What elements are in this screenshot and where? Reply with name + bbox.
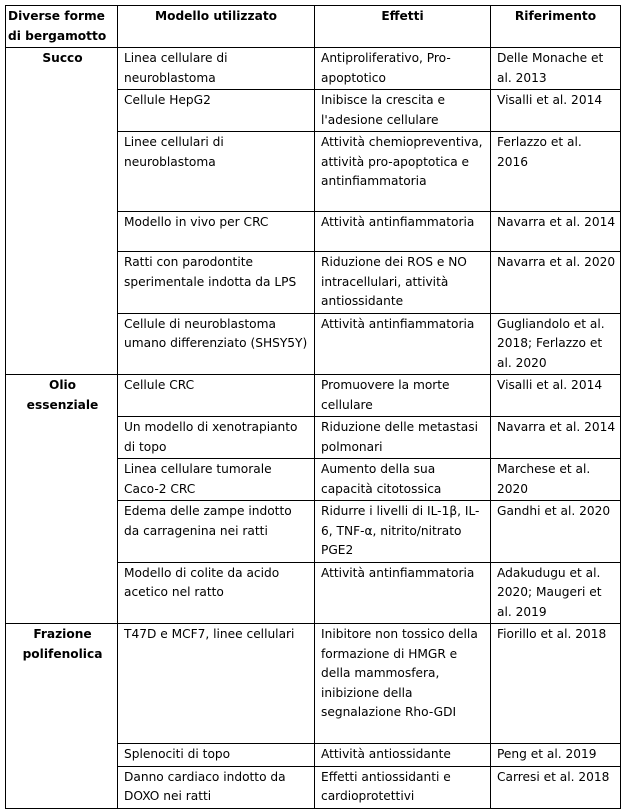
category-cell	[6, 501, 118, 563]
reference-cell: Navarra et al. 2014	[491, 212, 621, 252]
table-row	[6, 744, 621, 767]
reference-cell: Navarra et al. 2014	[491, 417, 621, 459]
effects-cell: Ridurre i livelli di IL-1β, IL-6, TNF-α, nitrito/nitrato PGE2	[315, 501, 491, 563]
model-cell: Un modello di xenotrapianto di topo	[118, 417, 315, 459]
table-row	[6, 562, 621, 624]
category-cell	[6, 212, 118, 252]
reference-cell: Delle Monache et al. 2013	[491, 48, 621, 90]
table-row	[6, 252, 621, 314]
table-row	[6, 501, 621, 563]
table-row	[6, 90, 621, 132]
reference-cell: Marchese et al. 2020	[491, 459, 621, 501]
category-cell	[6, 766, 118, 808]
model-cell: Linee cellulari di neuroblastoma	[118, 132, 315, 212]
reference-cell: Adakudugu et al. 2020; Maugeri et al. 2019	[491, 562, 621, 624]
effects-cell: Effetti antiossidanti e cardioprotettivi	[315, 766, 491, 808]
table-row	[6, 375, 621, 417]
table-container	[5, 5, 621, 809]
table-row	[6, 132, 621, 212]
model-cell: Cellule CRC	[118, 375, 315, 417]
reference-cell: Navarra et al. 2020	[491, 252, 621, 314]
effects-cell: Attività antinfiammatoria	[315, 313, 491, 375]
effects-cell: Riduzione delle metastasi polmonari	[315, 417, 491, 459]
reference-cell: Carresi et al. 2018	[491, 766, 621, 808]
category-cell: Olio essenziale	[6, 375, 118, 417]
effects-cell: Antiproliferativo, Pro-apoptotico	[315, 48, 491, 90]
category-cell	[6, 313, 118, 375]
category-cell: Succo	[6, 48, 118, 90]
model-cell: Linea cellulare di neuroblastoma	[118, 48, 315, 90]
reference-cell: Visalli et al. 2014	[491, 375, 621, 417]
reference-cell: Peng et al. 2019	[491, 744, 621, 767]
effects-cell: Aumento della sua capacità citotossica	[315, 459, 491, 501]
table-row	[6, 766, 621, 808]
table-row	[6, 459, 621, 501]
table-row	[6, 313, 621, 375]
model-cell: Cellule HepG2	[118, 90, 315, 132]
table-row	[6, 417, 621, 459]
category-cell	[6, 252, 118, 314]
model-cell: Modello in vivo per CRC	[118, 212, 315, 252]
table-body	[6, 48, 621, 809]
effects-cell: Inibitore non tossico della formazione di HMGR e della mammosfera, inibizione della segnalazione Rho-GDI	[315, 624, 491, 744]
category-cell	[6, 459, 118, 501]
table-row	[6, 624, 621, 744]
header-forms: Diverse forme di bergamotto	[6, 6, 118, 48]
model-cell: Edema delle zampe indotto da carragenina nei ratti	[118, 501, 315, 563]
category-cell	[6, 562, 118, 624]
effects-cell: Attività antinfiammatoria	[315, 212, 491, 252]
effects-cell: Attività antinfiammatoria	[315, 562, 491, 624]
category-cell	[6, 132, 118, 212]
header-effects: Effetti	[315, 6, 491, 48]
bergamot-effects-table	[5, 5, 621, 809]
model-cell: Linea cellulare tumorale Caco-2 CRC	[118, 459, 315, 501]
table-row	[6, 48, 621, 90]
table-row	[6, 212, 621, 252]
reference-cell: Gandhi et al. 2020	[491, 501, 621, 563]
model-cell: Ratti con parodontite sperimentale indotta da LPS	[118, 252, 315, 314]
effects-cell: Inibisce la crescita e l'adesione cellulare	[315, 90, 491, 132]
model-cell: Danno cardiaco indotto da DOXO nei ratti	[118, 766, 315, 808]
model-cell: Modello di colite da acido acetico nel ratto	[118, 562, 315, 624]
reference-cell: Ferlazzo et al. 2016	[491, 132, 621, 212]
reference-cell: Fiorillo et al. 2018	[491, 624, 621, 744]
category-cell	[6, 417, 118, 459]
header-reference: Riferimento	[491, 6, 621, 48]
model-cell: T47D e MCF7, linee cellulari	[118, 624, 315, 744]
header-row	[6, 6, 621, 48]
category-cell	[6, 90, 118, 132]
reference-cell: Visalli et al. 2014	[491, 90, 621, 132]
category-cell	[6, 744, 118, 767]
header-model: Modello utilizzato	[118, 6, 315, 48]
reference-cell: Gugliandolo et al. 2018; Ferlazzo et al. 2020	[491, 313, 621, 375]
model-cell: Splenociti di topo	[118, 744, 315, 767]
effects-cell: Attività antiossidante	[315, 744, 491, 767]
effects-cell: Promuovere la morte cellulare	[315, 375, 491, 417]
category-cell: Frazione polifenolica	[6, 624, 118, 744]
model-cell: Cellule di neuroblastoma umano differenziato (SHSY5Y)	[118, 313, 315, 375]
effects-cell: Riduzione dei ROS e NO intracellulari, attività antiossidante	[315, 252, 491, 314]
effects-cell: Attività chemiopreventiva, attività pro-apoptotica e antinfiammatoria	[315, 132, 491, 212]
